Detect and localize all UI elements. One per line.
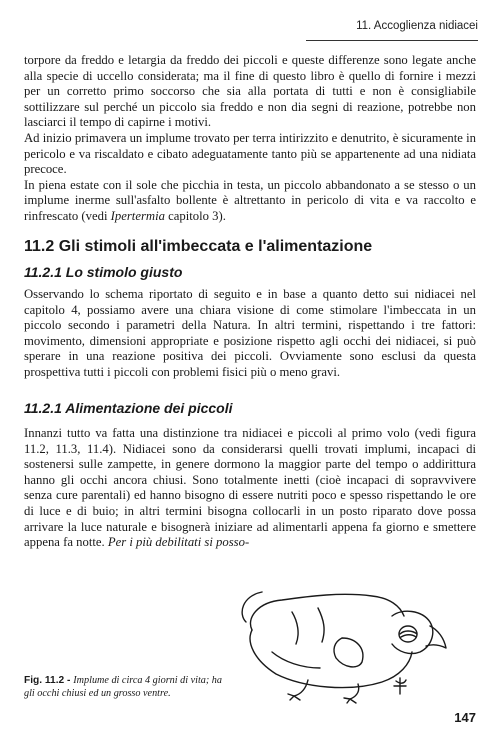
subsection-text — [24, 287, 476, 381]
italic-text: Per i più debilitati si posso- — [107, 535, 250, 550]
header-rule — [306, 40, 478, 41]
page-number: 147 — [454, 710, 476, 725]
paragraph-text: Innanzi tutto va fatta una distinzione tra nidiacei e piccoli al primo volo (vedi figura 11.2, 11.3, 11.4). Nidiacei sono da considerarsi quelli trovati implumi, incapaci di sostenersi sulle zampette, in genere dormono la maggior parte del tempo o addirittura hanno gli occhi ancora chiusi. Sono totalmente inetti (cioè incapaci di sopravvivere senza cure parentali) ed hanno bisogno di essere nutriti poco e spesso rispettando le ore di luce e di buio; in altri termini bisogna collocarli in un posto riparato dove possa arrivare la luce naturale e bisognerà iniziare ad alimentarli appena fa giorno e smettere appena fa notte. — [24, 426, 476, 550]
figure-label: Fig. 11.2 - — [24, 675, 74, 686]
subsection-heading: 11.2.1 Lo stimolo giusto — [24, 264, 183, 280]
figure-caption-text: Implume di circa 4 giorni di vita; ha gli occhi chiusi ed un grosso ventre. — [24, 675, 222, 699]
paragraph: Ad inizio primavera un implume trovato per terra intirizzito e denutrito, è sicuramente in pericolo e va riscaldato e cibato adeguatamente tanto più se appartenente ad una nidiata precoce. — [24, 130, 476, 177]
paragraph — [24, 178, 476, 225]
italic-reference: Ipertermia — [110, 208, 165, 223]
paragraph — [24, 426, 476, 551]
paragraph-text: In piena estate con il sole che picchia in testa, un piccolo abbandonato a se stesso o un implume inerme sull'asfalto bollente è altrettanto in pericolo di vita e va raccolto e rinfrescato (vedi — [24, 177, 476, 223]
intro-text-block — [24, 53, 476, 225]
paragraph: Osservando lo schema riportato di seguito e in base a quanto detto sui nidiacei nel capitolo 4, possiamo avere una chiara visione di come stimolare l'imbeccata in un piccolo secondo i parametri della Natura. In altri termini, rispettando i tre fattori: movimento, dimensioni appropriate e posizione rispetto agli occhi dei nidiacei, si può sperare in una reazione positiva dei piccoli. Ovviamente sono esclusi da questa prospettiva tutti i piccoli con problemi fisici più o meno gravi. — [24, 287, 476, 379]
subsection-heading: 11.2.1 Alimentazione dei piccoli — [24, 400, 233, 416]
running-header: 11. Accoglienza nidiacei — [356, 20, 478, 32]
paragraph: torpore da freddo e letargia da freddo dei piccoli e queste differenze sono legate anche alla specie di uccello considerata; ma il fine di questo libro è quello di fornire i mezzi per un corretto primo soccorso che sia alla portata di tutti e non è consigliabile sottilizzare sul perché un piccolo sia freddo e non dia segni di reazione, potrebbe non lasciarci il tempo di capirne i motivi. — [24, 53, 476, 130]
paragraph-text: capitolo 3). — [164, 208, 226, 223]
subsection-text — [24, 426, 476, 551]
section-heading: 11.2 Gli stimoli all'imbeccata e l'alimentazione — [24, 238, 373, 255]
nestling-bird-illustration — [232, 582, 454, 707]
figure-caption — [24, 675, 229, 700]
